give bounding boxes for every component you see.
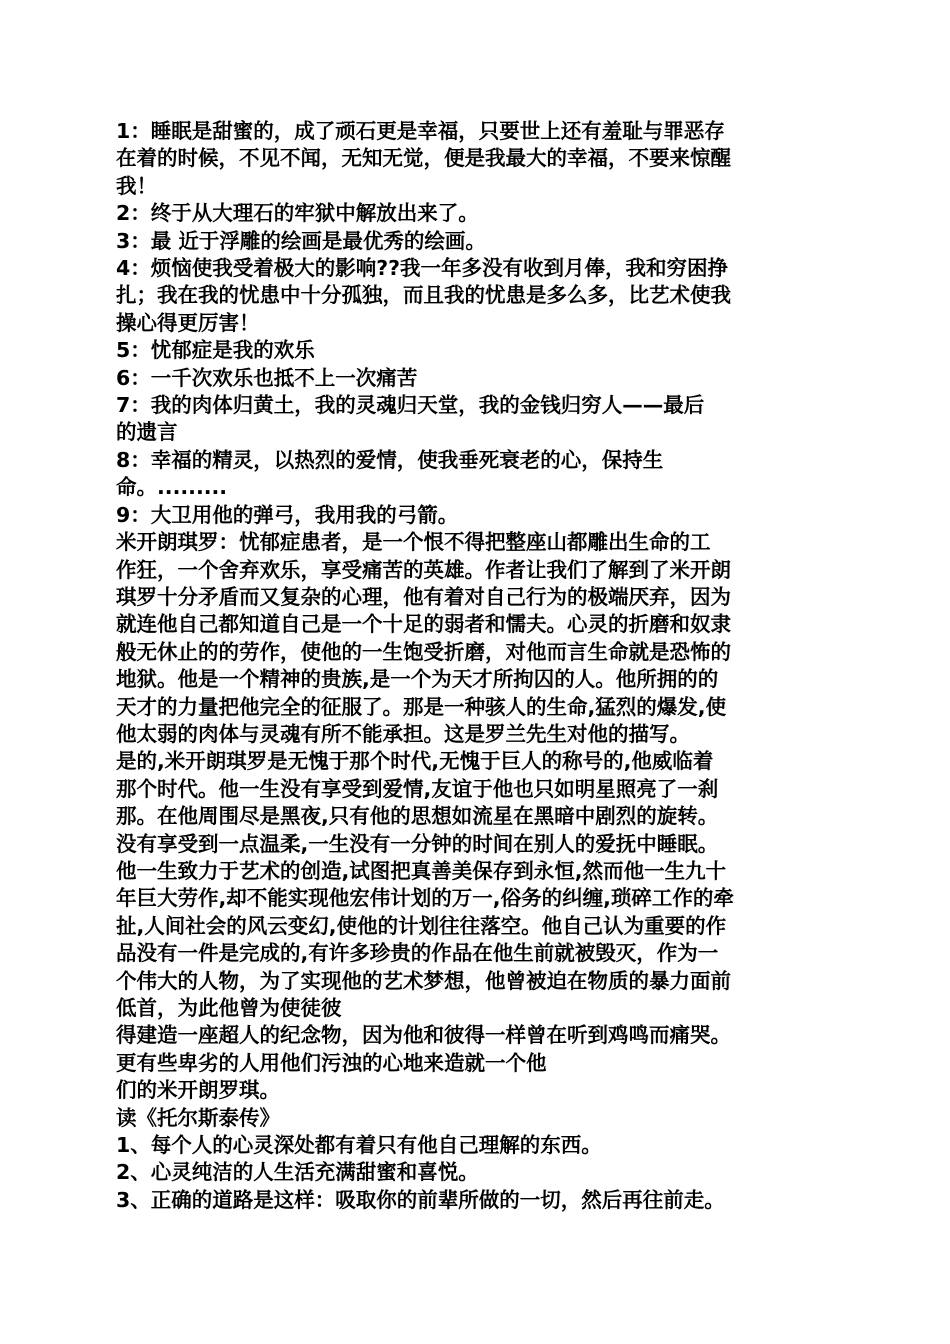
text-line: 4：烦恼使我受着极大的影响??我一年多没有收到月俸，我和穷困挣 bbox=[116, 256, 729, 281]
text-line: 们的米开朗罗琪。 bbox=[116, 1078, 280, 1103]
text-line: 天才的力量把他完全的征服了。那是一种骇人的生命,猛烈的爆发,使 bbox=[116, 694, 727, 719]
text-line: 品没有一件是完成的,有许多珍贵的作品在他生前就被毁灭，作为一 bbox=[116, 941, 719, 966]
text-line: 9：大卫用他的弹弓，我用我的弓箭。 bbox=[116, 502, 459, 527]
text-line: 1：睡眠是甜蜜的，成了顽石更是幸福，只要世上还有羞耻与罪恶存 bbox=[116, 119, 725, 143]
text-line: 扎；我在我的忧患中十分孤独，而且我的忧患是多么多，比艺术使我 bbox=[116, 283, 731, 308]
text-line: 的遗言 bbox=[116, 420, 178, 445]
text-line: 扯,人间社会的风云变幻,使他的计划往往落空。他自己认为重要的作 bbox=[116, 913, 727, 938]
text-line: 他太弱的肉体与灵魂有所不能承担。这是罗兰先生对他的描写。 bbox=[116, 721, 690, 746]
text-line: 那。在他周围尽是黑夜,只有他的思想如流星在黑暗中剧烈的旋转。 bbox=[116, 804, 719, 829]
text-line: 年巨大劳作,却不能实现他宏伟计划的万一,俗务的纠缠,琐碎工作的牵 bbox=[116, 886, 734, 911]
text-line: 8：幸福的精灵，以热烈的爱情，使我垂死衰老的心，保持生 bbox=[116, 447, 664, 472]
text-line: 2：终于从大理石的牢狱中解放出来了。 bbox=[116, 201, 479, 226]
text-line: 没有享受到一点温柔,一生没有一分钟的时间在别人的爱抚中睡眠。 bbox=[116, 831, 719, 856]
text-line: 3：最 近于浮雕的绘画是最优秀的绘画。 bbox=[116, 228, 486, 253]
text-line: 作狂，一个舍弃欢乐，享受痛苦的英雄。作者让我们了解到了米开朗 bbox=[116, 557, 731, 582]
text-line: 个伟大的人物，为了实现他的艺术梦想，他曾被迫在物质的暴力面前 bbox=[116, 968, 731, 993]
text-line: 7：我的肉体归黄土，我的灵魂归天堂，我的金钱归穷人——最后 bbox=[116, 393, 705, 418]
text-line: 5：忧郁症是我的欢乐 bbox=[116, 338, 315, 363]
text-line: 得建造一座超人的纪念物，因为他和彼得一样曾在听到鸡鸣而痛哭。 bbox=[116, 1023, 731, 1048]
text-line: 他一生致力于艺术的创造,试图把真善美保存到永恒,然而他一生九十 bbox=[116, 858, 727, 883]
text-line: 命。......... bbox=[116, 475, 228, 500]
text-line: 在着的时候，不见不闻，无知无觉，便是我最大的幸福，不要来惊醒 bbox=[116, 146, 731, 171]
text-line: 是的,米开朗琪罗是无愧于那个时代,无愧于巨人的称号的,他威临着 bbox=[116, 749, 714, 774]
text-line: 就连他自己都知道自己是一个十足的弱者和懦夫。心灵的折磨和奴隶 bbox=[116, 612, 731, 637]
text-line: 3、正确的道路是这样：吸取你的前辈所做的一切，然后再往前走。 bbox=[116, 1187, 725, 1212]
text-line: 2、心灵纯洁的人生活充满甜蜜和喜悦。 bbox=[116, 1160, 479, 1185]
text-line: 6：一千次欢乐也抵不上一次痛苦 bbox=[116, 365, 418, 390]
document-body bbox=[116, 118, 836, 1214]
text-line: 低首，为此他曾为使徒彼 bbox=[116, 996, 342, 1020]
text-line: 更有些卑劣的人用他们污浊的心地来造就一个他 bbox=[116, 1050, 547, 1075]
text-line: 地狱。他是一个精神的贵族,是一个为天才所拘囚的人。他所拥的的 bbox=[116, 667, 719, 692]
text-line: 我！ bbox=[116, 173, 157, 198]
text-line: 琪罗十分矛盾而又复杂的心理，他有着对自己行为的极端厌弃，因为 bbox=[116, 584, 731, 609]
text-line: 那个时代。他一生没有享受到爱情,友谊于他也只如明星照亮了一刹 bbox=[116, 776, 719, 801]
section-heading: 读《托尔斯泰传》 bbox=[116, 1105, 280, 1130]
text-line: 米开朗琪罗：忧郁症患者，是一个恨不得把整座山都雕出生命的工 bbox=[116, 530, 711, 555]
text-line: 操心得更厉害！ bbox=[116, 310, 260, 335]
text-line: 般无休止的的劳作，使他的一生饱受折磨，对他而言生命就是恐怖的 bbox=[116, 639, 731, 664]
text-line: 1、每个人的心灵深处都有着只有他自己理解的东西。 bbox=[116, 1133, 602, 1158]
